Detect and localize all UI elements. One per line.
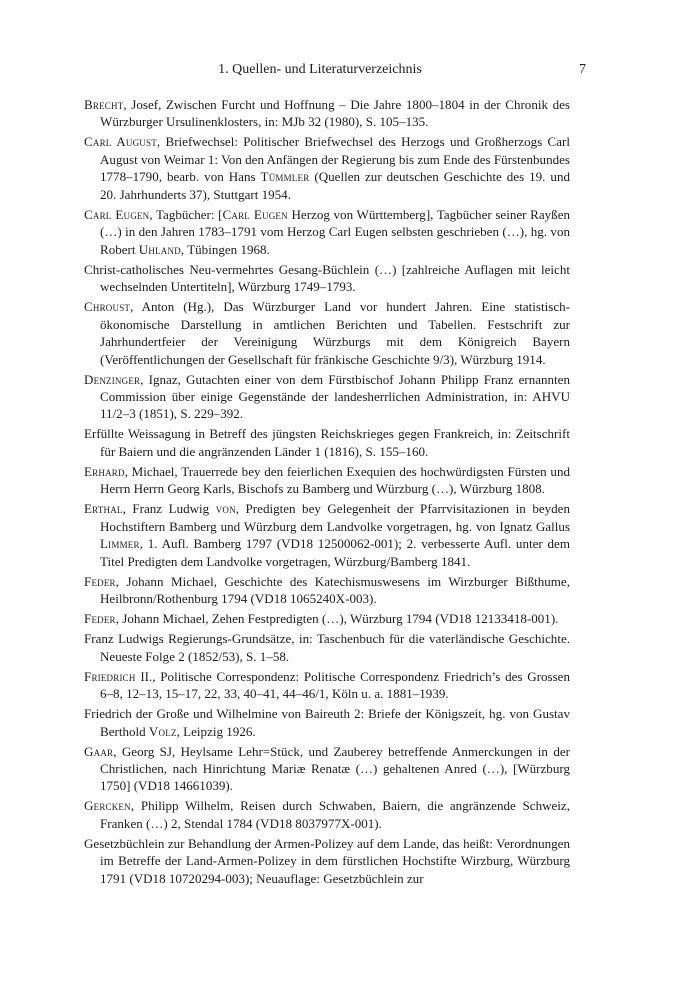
entry-small-caps-name: von <box>215 501 236 517</box>
entry-small-caps-name: Carl Eugen <box>222 206 288 222</box>
entry-author: Erhard <box>84 463 125 479</box>
bibliography-entry <box>84 797 570 832</box>
bibliography-entry <box>84 96 570 131</box>
entry-text: , 1. Aufl. Bamberg 1797 (VD18 12500062-001); 2. verbesserte Aufl. unter dem Titel Predigten dem Landvolke vorgetragen, Würzburg/Bamberg 1841. <box>100 536 570 569</box>
entry-author: Erthal <box>84 501 123 517</box>
entry-small-caps-name: Limmer <box>100 536 140 552</box>
entry-author: Carl August <box>84 134 157 150</box>
entry-text: Friedrich der Große und Wilhelmine von Baireuth 2: Briefe der Königszeit, hg. von Gustav Berthold <box>84 706 570 739</box>
entry-text: , Anton (Hg.), Das Würzburger Land vor hundert Jahren. Eine statistisch-ökonomische Darstellung in amtlichen Berichten und Tabellen. Festschrift zur Jahrhundertfeier der Vereinigung Würzburgs mit dem Königreich Bayern (Veröffentlichungen der Gesellschaft für fränkische Geschichte 9/3), Würzburg 1914. <box>100 299 570 367</box>
entry-text: Erfüllte Weissagung in Betreff des jüngsten Reichskrieges gegen Frankreich, in: Zeitschrift für Baiern und die angränzenden Länder 1 (1816), S. 155–160. <box>84 426 570 459</box>
bibliography-entry <box>84 573 570 608</box>
bibliography-entry <box>84 705 570 740</box>
entry-small-caps-name: Volz <box>148 723 177 739</box>
entry-text: II., Politische Correspondenz: Politische Correspondenz Friedrich’s des Grossen 6–8, 12–13, 15–17, 22, 33, 40–41, 44–46/1, Köln u. a. 1881–1939. <box>100 668 570 702</box>
entry-text: Herzog von Württemberg], Tagbücher seiner Rayßen (…) in den Jahren 1783–1791 vom Herzog Carl Eugen selbsten geschrieben (…), hg. von Robert <box>100 206 571 257</box>
running-title: 1. Quellen- und Literaturverzeichnis <box>218 62 422 77</box>
entry-text: , Predigten bey Gelegenheit der Pfarrvisitazionen in beyden Hochstiftern Bamberg und Würzburg dem Landvolke vorgetragen, hg. von Ignatz Gallus <box>100 501 570 534</box>
bibliography-entry <box>84 743 570 795</box>
bibliography-entry <box>84 371 570 423</box>
entry-text: Christ-catholisches Neu-vermehrtes Gesang-Büchlein (…) [zahlreiche Auflagen mit leicht wechselnden Untertiteln], Würzburg 1749–1793. <box>84 261 570 295</box>
bibliography-entry <box>84 668 570 703</box>
bibliography-entry <box>84 261 570 296</box>
page-number: 7 <box>579 62 586 77</box>
entry-small-caps-name: Tümmler <box>260 169 310 185</box>
bibliography-list <box>84 96 570 890</box>
entry-text: , Leipzig 1926. <box>176 723 256 739</box>
entry-text: , Josef, Zwischen Furcht und Hoffnung – Die Jahre 1800–1804 in der Chronik des Würzburger Ursulinenklosters, in: MJb 32 (1980), S. 105–135. <box>100 97 570 130</box>
entry-small-caps-name: Uhland <box>138 241 181 257</box>
entry-text: , Ignaz, Gutachten einer von dem Fürstbischof Johann Philipp Franz ernannten Commission über einige Gegenstände der landesherrlichen Administration, in: AHVU 11/2–3 (1851), S. 229–392. <box>100 371 570 422</box>
page-header <box>0 62 700 82</box>
entry-author: Feder <box>84 573 116 589</box>
bibliography-entry <box>84 500 570 570</box>
bibliography-entry <box>84 298 570 368</box>
entry-author: Gercken <box>84 798 131 814</box>
entry-text: , Franz Ludwig <box>122 501 216 517</box>
entry-text: , Georg SJ, Heylsame Lehr=Stück, und Zauberey betreffende Anmerckungen in der Christlichen, nach Hinrichtung Mariæ Renatæ (…) gehaltenen Anred (…), [Würzburg 1750] (VD18 14661039). <box>100 743 570 794</box>
entry-text: , Philipp Wilhelm, Reisen durch Schwaben, Baiern, die angränzende Schweiz, Franken (…) 2, Stendal 1784 (VD18 8037977X-001). <box>100 798 570 831</box>
entry-text: , Briefwechsel: Politischer Briefwechsel des Herzogs und Großherzogs Carl August von Weimar 1: Von den Anfängen der Regierung bis zum Ende des Fürstenbundes 1778–1790, bearb. von Hans <box>100 134 570 185</box>
bibliography-entry <box>84 206 570 258</box>
bibliography-entry <box>84 630 570 665</box>
entry-author: Denzinger <box>84 371 141 387</box>
bibliography-entry <box>84 133 570 203</box>
entry-text: Gesetzbüchlein zur Behandlung der Armen-Polizey auf dem Lande, das heißt: Verordnungen im Betreffe der Land-Armen-Polizey in dem fürstlichen Hochstifte Wirzburg, Würzburg 1791 (VD18 10720294-003); Neuauflage: Gesetzbüchlein zur <box>84 835 570 886</box>
entry-author: Chroust <box>84 299 131 315</box>
entry-text: Franz Ludwigs Regierungs-Grundsätze, in: Taschenbuch für die vaterländische Geschichte. Neueste Folge 2 (1852/53), S. 1–58. <box>84 631 570 664</box>
entry-text: , Johann Michael, Zehen Festpredigten (…), Würzburg 1794 (VD18 12133418-001). <box>115 611 559 627</box>
bibliography-entry <box>84 425 570 460</box>
entry-text: , Tagbücher: [ <box>149 206 223 222</box>
entry-author: Brecht <box>84 97 124 112</box>
entry-author: Gaar <box>84 743 114 759</box>
bibliography-entry <box>84 610 570 627</box>
entry-text: (Quellen zur deutschen Geschichte des 19. und 20. Jahrhunderts 37), Stuttgart 1954. <box>100 169 570 202</box>
entry-author: Friedrich <box>84 668 136 684</box>
entry-text: , Tübingen 1968. <box>180 241 270 257</box>
entry-author: Carl Eugen <box>84 206 150 222</box>
bibliography-entry <box>84 463 570 498</box>
entry-text: , Johann Michael, Geschichte des Katechismuswesens im Wirzburger Bißthume, Heilbronn/Rothenburg 1794 (VD18 1065240X-003). <box>100 573 570 607</box>
entry-text: , Michael, Trauerrede bey den feierlichen Exequien des hochwürdigsten Fürsten und Herrn Herrn Georg Karls, Bischofs zu Bamberg und Würzburg (…), Würzburg 1808. <box>100 463 570 497</box>
bibliography-entry <box>84 835 570 887</box>
entry-author: Feder <box>84 611 116 627</box>
